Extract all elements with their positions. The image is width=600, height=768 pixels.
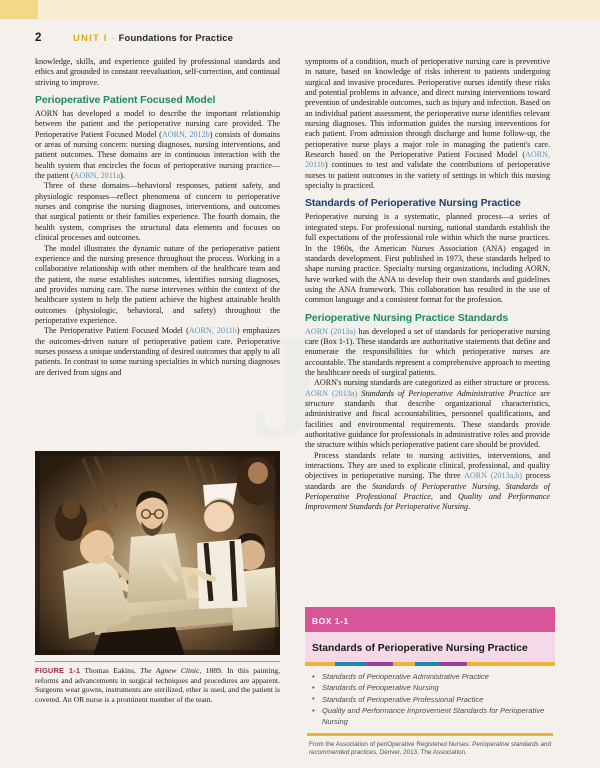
citation-aorn-2013a[interactable]: AORN (2013a) <box>305 326 356 336</box>
paragraph-preventive-care <box>305 57 550 191</box>
title-standards-administrative-practice: Standards of Perioperative Administrative Practice <box>357 388 536 398</box>
list-item: • Quality and Performance Improvement Standards for Perioperative Nursing <box>321 706 549 727</box>
box-color-rule <box>305 662 555 666</box>
paragraph-systematic-process: Perioperative nursing is a systematic, planned process—a series of integrated steps. For professional nursing, national standards establish the full expectations of the professional role within which the nurse practices. In the 1960s, the American Nurses Association (ANA) engaged in standards development. First published in 1973, these standards helped to shape nursing practice. Specialty nursing organizations, including AORN, have worked with the ANA to develop their own standards and guidelines using the ANA framework. This collaboration has resulted in the use of common language and a consistent format for the profession. <box>305 212 550 305</box>
list-item: • Standards of Perioperative Nursing <box>321 683 549 693</box>
text-run: AORN has developed a model to describe the important relationship between the patient and the perioperative nursing care provided. The Perioperative Patient Focused Model ( <box>35 109 280 139</box>
box-1-1 <box>305 607 555 760</box>
text-run: Denver, 2013, The Association. <box>377 749 467 757</box>
agnew-clinic-painting <box>35 451 280 655</box>
heading-perioperative-patient-focused-model: Perioperative Patient Focused Model <box>35 94 216 107</box>
citation-aorn-2011a[interactable]: AORN, 2011a <box>73 171 121 181</box>
box-title: Standards of Perioperative Nursing Practice <box>312 643 528 654</box>
figure-caption <box>35 661 280 705</box>
paragraph-outcomes-driven <box>35 326 280 378</box>
paragraph-continued: knowledge, skills, and experience guided by professional standards and ethics and grounded in constant reevaluation, self-correction, and continual striving to improve. <box>35 57 280 87</box>
running-head-title: Foundations for Practice <box>118 33 233 44</box>
text-run: and <box>432 492 458 502</box>
paragraph-three-domains: Three of these domains—behavioral responses, patient safety, and physiologic responses—reflect phenomena of concern to perioperative nurses and comprise the nursing diagnoses, interventions, and outcomes that surgical patients or their families experience. The fourth domain, the health system, comprises the structural data elements and focuses on clinical processes and outcomes. <box>35 181 280 243</box>
page-content <box>0 19 600 768</box>
box-body <box>305 666 555 760</box>
paragraph-model-dynamic-nature: The model illustrates the dynamic nature of the perioperative patient experience and the nursing presence throughout the process. Working in a collaborative relationship with other members of the healthcare team and the patient, the nurse establishes outcomes, identifies nursing diagnoses, and provides nursing care. The nurse intervenes within the context of the healthcare system to help the patient achieve the highest attainable health outcomes (physiologic, behavioral, and safety) throughout the perioperative experience. <box>35 243 280 325</box>
text-run: . <box>468 502 471 512</box>
citation-aorn-2011b[interactable]: AORN, 2011b <box>188 326 237 336</box>
citation-aorn-2013ab[interactable]: AORN (2013a,b) <box>463 471 522 481</box>
text-run: ). <box>120 171 125 181</box>
text-run: ) consists of domains or areas of nursing concern: nursing diagnoses, nursing interventions, and patient outcomes. These domains are in continuous interaction with the health system that encircles the focus of perioperative nursing practice—the patient ( <box>35 129 281 181</box>
text-run: AORN's nursing standards are categorized as either structure or process. <box>314 378 550 388</box>
text-run: ) emphasizes the outcomes-driven nature of perioperative patient care. Perioperative nurses possess a unique understanding of desired outcomes that apply to all patients. In contrast to some nursing specialties in which nursing diagnoses are derived from signs and <box>35 326 280 377</box>
title-quality-performance-standards: Quality and Performance Improvement Standards for Perioperative Nursing <box>305 492 550 512</box>
box-source-note <box>307 736 553 758</box>
text-run: From the Association of periOperative Registered Nurses: <box>309 741 473 749</box>
title-standards-nursing-professional: Standards of Perioperative Nursing, Standards of Perioperative Professional Practice, <box>305 481 550 502</box>
box-title-bar <box>305 632 555 662</box>
paragraph-aorn-model <box>35 109 280 181</box>
paragraph-aorn-2013a-standards <box>305 327 550 379</box>
citation-aorn-2012b[interactable]: AORN, 2012b <box>161 129 210 139</box>
figure-1-1 <box>35 451 280 705</box>
unit-label: UNIT I <box>73 33 108 44</box>
text-run: standards that describe organizational characteristics, administrative and fiscal accountabilities, personnel qualifications, and facilities and environmental requirements. These standards provide authoritative guidance for professionals in administrative roles and provide the structure within which perioperative patient care should be provided. <box>305 398 550 450</box>
list-item: • Standards of Perioperative Professional Practice <box>321 695 549 705</box>
running-head-separator: · <box>111 33 115 43</box>
heading-standards-of-perioperative-nursing-practice: Standards of Perioperative Nursing Practice <box>305 197 521 210</box>
top-band-gold-tab <box>0 0 38 19</box>
text-run: The Perioperative Patient Focused Model ( <box>44 326 189 336</box>
text-run: has developed a set of standards for perioperative nursing care (Box 1-1). These standards are authoritative statements that define and enumerate the responsibilities for which perioperative nurses are accountable. The standards represent a comprehensive approach to meeting the healthcare needs of surgical patients. <box>305 326 550 377</box>
list-item: • Standards of Perioperative Administrative Practice <box>321 672 549 682</box>
left-text-column <box>35 57 280 378</box>
page-number: 2 <box>35 32 42 44</box>
heading-perioperative-nursing-practice-standards: Perioperative Nursing Practice Standards <box>305 311 509 324</box>
figure-label: FIGURE 1-1 <box>35 666 81 675</box>
text-run: ) continues to test and validate the contributions of perioperative nurses to patient outcomes in the variety of settings in which this nursing specialty is practiced. <box>305 160 550 191</box>
figure-artist: Thomas Eakins, <box>84 666 136 675</box>
text-run: Process standards relate to nursing activities, interventions, and interactions. They are used to explicate clinical, professional, and quality objectives in perioperative nursing. The three <box>305 450 550 481</box>
figure-caption-text: 1889. In this painting, reforms and advancements in surgical techniques and procedures are apparent. Surgeons wear gowns, instruments are sterilized, ether is used, and the patient is covered. An OR nurse is a prominent member of the team. <box>35 666 280 705</box>
box-label: BOX 1-1 <box>312 616 349 626</box>
text-run: are <box>536 388 550 398</box>
citation-aorn-2013a[interactable]: AORN (2013a) <box>305 388 358 398</box>
figure-artwork-title: The Agnew Clinic, <box>140 666 202 675</box>
top-decorative-band <box>0 0 600 19</box>
emphasis-structure: structure <box>305 398 334 408</box>
text-run: symptoms of a condition, much of perioperative nursing care is preventive in nature, based on knowledge of risks inherent to patients undergoing surgical and invasive procedures. Perioperative nurses identify these risks and potential problems in advance, and direct nursing interventions toward prevention of undesirable outcomes, such as injury and infection. Based on an individual patient assessment, the perioperative nurse identifies relevant nursing diagnoses. This information guides the nursing interventions for each patient. From admission through discharge and home follow-up, the perioperative nurse plays a major role in managing the patient's care. Research based on the Perioperative Patient Focused Model ( <box>305 57 550 160</box>
source-publication-title: Perioperative standards and recommended practices, <box>309 741 551 757</box>
box-standards-list <box>307 672 553 727</box>
paragraph-process-standards <box>305 451 550 513</box>
right-text-column <box>305 57 550 513</box>
citation-aorn-2011b[interactable]: AORN, 2011b <box>305 150 550 170</box>
paragraph-structure-standards <box>305 378 550 450</box>
box-header <box>305 607 555 632</box>
text-run: process standards are the <box>305 471 551 491</box>
running-head <box>35 32 555 48</box>
